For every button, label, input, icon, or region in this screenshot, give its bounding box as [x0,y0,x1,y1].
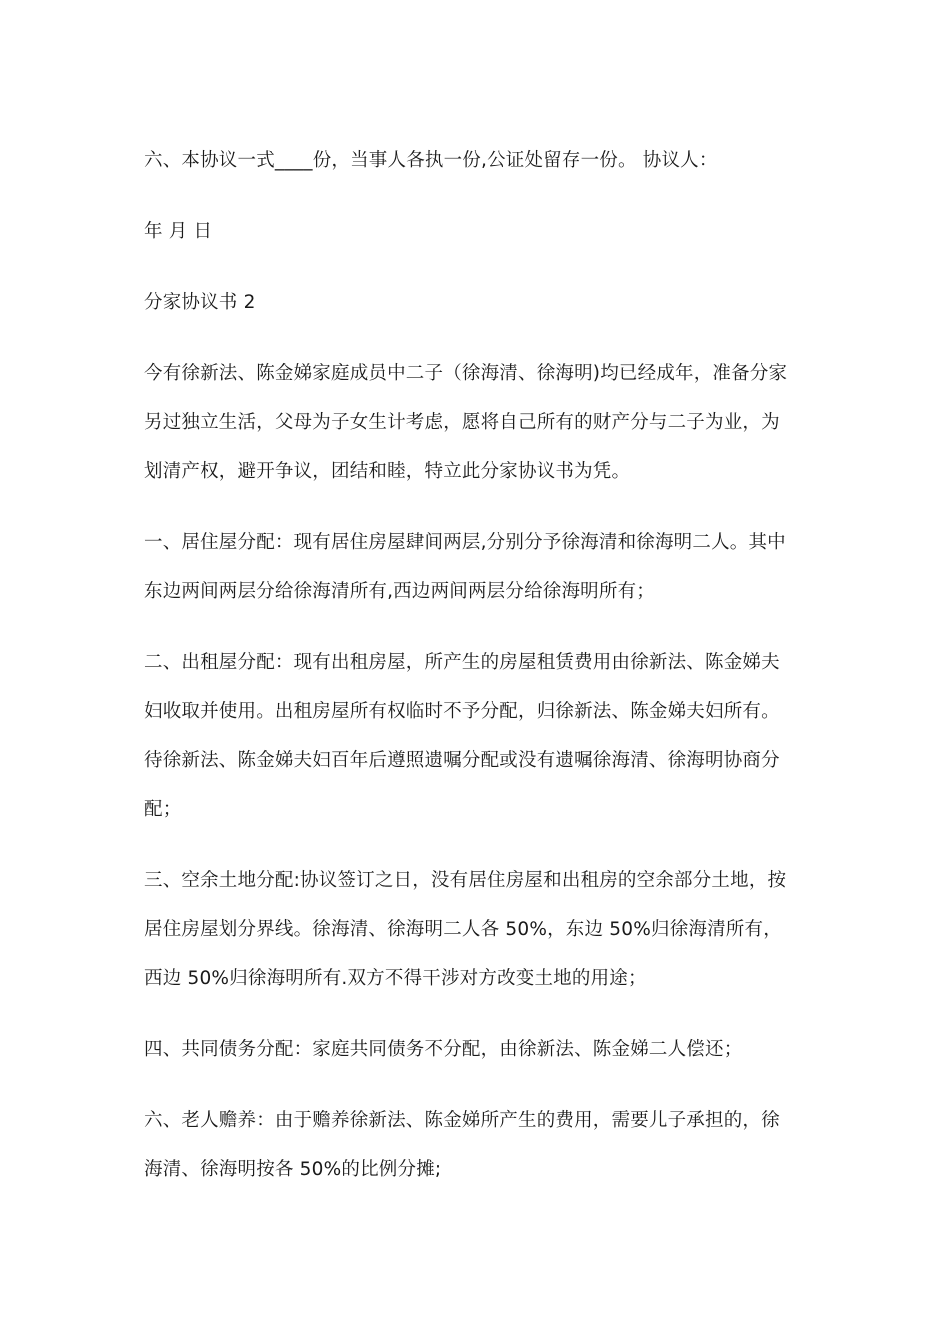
text-line: 一、居住屋分配：现有居住房屋肆间两层,分别分予徐海清和徐海明二人。其中 [144,532,786,553]
text-line: 妇收取并使用。出租房屋所有权临时不予分配，归徐新法、陈金娣夫妇所有。 [144,701,780,722]
document-body [144,136,812,1194]
clause-land [144,856,812,1003]
text-line: 海清、徐海明按各 50%的比例分摊; [144,1159,442,1180]
date-line [144,207,812,256]
clause-residence [144,518,812,616]
clause-elder-support [144,1096,812,1194]
text-line: 配； [144,799,182,820]
text-line: 东边两间两层分给徐海清所有,西边两间两层分给徐海明所有； [144,581,655,602]
text-line: 六、本协议一式____份，当事人各执一份,公证处留存一份。 协议人： [144,150,718,171]
preamble-paragraph [144,349,812,496]
text-line: 居住房屋划分界线。徐海清、徐海明二人各 50%，东边 50%归徐海清所有， [144,919,782,940]
clause-rental [144,638,812,834]
text-line: 待徐新法、陈金娣夫妇百年后遵照遗嘱分配或没有遗嘱徐海清、徐海明协商分 [144,750,780,771]
text-line: 西边 50%归徐海明所有.双方不得干涉对方改变土地的用途； [144,968,647,989]
clause-debt [144,1025,812,1074]
text-line: 划清产权，避开争议，团结和睦，特立此分家协议书为凭。 [144,461,631,482]
clause-copies-signatories [144,136,812,185]
text-line: 三、空余土地分配:协议签订之日，没有居住房屋和出租房的空余部分土地，按 [144,870,787,891]
text-line: 另过独立生活，父母为子女生计考虑，愿将自己所有的财产分与二子为业，为 [144,412,780,433]
document-title [144,278,812,327]
text-line: 二、出租屋分配：现有出租房屋，所产生的房屋租赁费用由徐新法、陈金娣夫 [144,652,780,673]
text-line: 六、老人赡养：由于赡养徐新法、陈金娣所产生的费用，需要儿子承担的，徐 [144,1110,780,1131]
text-line: 分家协议书 2 [144,292,256,313]
text-line: 今有徐新法、陈金娣家庭成员中二子（徐海清、徐海明)均已经成年，准备分家 [144,363,788,384]
text-line: 四、共同债务分配：家庭共同债务不分配，由徐新法、陈金娣二人偿还； [144,1039,743,1060]
text-line: 年 月 日 [144,221,213,242]
